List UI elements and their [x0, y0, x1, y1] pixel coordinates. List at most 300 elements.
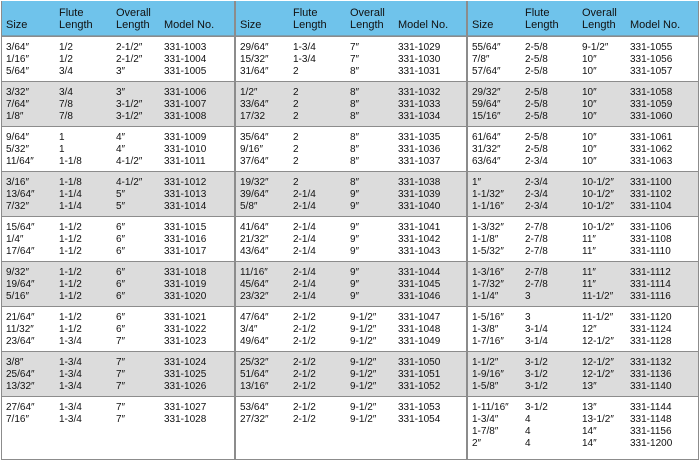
cell-model-no: 331-1017 — [164, 246, 207, 257]
cell-model-no: 331-1015 — [164, 222, 207, 233]
row-group — [236, 126, 466, 171]
cell-model-no: 331-1124 — [630, 324, 672, 335]
cell-model-no: 331-1039 — [398, 189, 441, 200]
cell-model-no: 331-1016 — [164, 234, 207, 245]
cell-model-no: 331-1035 — [398, 132, 441, 143]
cell-flute-length: 2 — [293, 177, 299, 188]
cell-size: 1-3/32″ — [472, 222, 504, 233]
row-group — [468, 171, 698, 216]
cell-overall-length: 10″ — [582, 111, 597, 122]
cell-size: 11/64″ — [6, 156, 34, 167]
cell-model-no: 331-1128 — [630, 336, 672, 347]
cell-overall-length: 8″ — [350, 132, 360, 143]
cell-model-no: 331-1024 — [164, 357, 207, 368]
cell-size: 1-7/8″ — [472, 426, 499, 437]
cell-overall-length: 9-1/2″ — [350, 357, 377, 368]
table-header — [2, 1, 234, 36]
cell-size: 19/32″ — [240, 177, 269, 188]
cell-model-no: 331-1055 — [630, 42, 673, 53]
cell-size: 9/64″ — [6, 132, 30, 143]
row-group — [236, 396, 466, 459]
cell-overall-length: 14″ — [582, 438, 597, 449]
cell-model-no: 331-1045 — [398, 279, 441, 290]
header-size: Size — [6, 19, 28, 31]
cell-size: 3/4″ — [240, 324, 258, 335]
cell-size: 27/64″ — [6, 402, 35, 413]
cell-model-no: 331-1132 — [630, 357, 672, 368]
cell-flute-length: 2 — [293, 87, 299, 98]
cell-model-no: 331-1116 — [630, 291, 671, 302]
row-group — [2, 126, 234, 171]
cell-flute-length: 3-1/2 — [525, 357, 548, 368]
row-group — [2, 171, 234, 216]
cell-overall-length: 9-1/2″ — [350, 369, 377, 380]
cell-size: 49/64″ — [240, 336, 269, 347]
cell-overall-length: 4″ — [116, 132, 126, 143]
cell-model-no: 331-1021 — [164, 312, 207, 323]
cell-flute-length: 1-1/2 — [59, 222, 82, 233]
cell-flute-length: 2-1/2 — [293, 312, 316, 323]
cell-model-no: 331-1005 — [164, 66, 207, 77]
cell-size: 1-5/16″ — [472, 312, 504, 323]
cell-overall-length: 8″ — [350, 66, 360, 77]
cell-size: 27/32″ — [240, 414, 269, 425]
cell-overall-length: 9″ — [350, 291, 360, 302]
row-group — [2, 351, 234, 396]
cell-overall-length: 12-1/2″ — [582, 357, 614, 368]
cell-flute-length: 3 — [525, 312, 531, 323]
cell-model-no: 331-1037 — [398, 156, 441, 167]
cell-size: 31/64″ — [240, 66, 269, 77]
cell-flute-length: 2-5/8 — [525, 99, 548, 110]
cell-size: 17/64″ — [6, 246, 35, 257]
cell-overall-length: 9″ — [350, 279, 360, 290]
cell-model-no: 331-1012 — [164, 177, 207, 188]
cell-model-no: 331-1042 — [398, 234, 441, 245]
cell-model-no: 331-1048 — [398, 324, 441, 335]
cell-overall-length: 7″ — [116, 402, 126, 413]
header-size: Size — [472, 19, 494, 31]
cell-overall-length: 13″ — [582, 381, 597, 392]
header-flute-length: Flute Length — [525, 7, 559, 31]
cell-overall-length: 10-1/2″ — [582, 222, 614, 233]
cell-size: 15/16″ — [472, 111, 501, 122]
cell-size: 11/16″ — [240, 267, 268, 278]
cell-model-no: 331-1007 — [164, 99, 207, 110]
cell-size: 3/16″ — [6, 177, 30, 188]
cell-model-no: 331-1053 — [398, 402, 441, 413]
cell-flute-length: 2-7/8 — [525, 222, 548, 233]
cell-model-no: 331-1100 — [630, 177, 672, 188]
cell-size: 23/64″ — [6, 336, 35, 347]
cell-overall-length: 8″ — [350, 144, 360, 155]
cell-size: 29/64″ — [240, 42, 269, 53]
cell-model-no: 331-1029 — [398, 42, 441, 53]
cell-size: 5/64″ — [6, 66, 30, 77]
cell-overall-length: 3″ — [116, 66, 126, 77]
row-group — [2, 261, 234, 306]
cell-size: 7/32″ — [6, 201, 30, 212]
cell-overall-length: 6″ — [116, 291, 126, 302]
cell-flute-length: 7/8 — [59, 99, 73, 110]
cell-flute-length: 1-1/2 — [59, 291, 82, 302]
cell-size: 3/32″ — [6, 87, 30, 98]
cell-overall-length: 7″ — [116, 381, 126, 392]
cell-flute-length: 7/8 — [59, 111, 73, 122]
cell-overall-length: 10-1/2″ — [582, 189, 614, 200]
cell-flute-length: 1-1/2 — [59, 234, 82, 245]
cell-size: 7/16″ — [6, 414, 30, 425]
cell-size: 43/64″ — [240, 246, 269, 257]
table-panel-1 — [1, 1, 235, 460]
cell-overall-length: 6″ — [116, 324, 126, 335]
cell-flute-length: 2-3/4 — [525, 201, 548, 212]
cell-size: 51/64″ — [240, 369, 269, 380]
cell-size: 19/64″ — [6, 279, 35, 290]
cell-size: 35/64″ — [240, 132, 269, 143]
cell-flute-length: 2 — [293, 144, 299, 155]
cell-overall-length: 9″ — [350, 201, 360, 212]
cell-size: 3/64″ — [6, 42, 30, 53]
cell-flute-length: 2-5/8 — [525, 132, 548, 143]
cell-flute-length: 1-3/4 — [59, 369, 82, 380]
cell-overall-length: 8″ — [350, 177, 360, 188]
cell-size: 1/4″ — [6, 234, 24, 245]
cell-size: 1-5/32″ — [472, 246, 504, 257]
cell-size: 29/32″ — [472, 87, 501, 98]
cell-model-no: 331-1006 — [164, 87, 207, 98]
cell-flute-length: 2-7/8 — [525, 234, 548, 245]
cell-model-no: 331-1112 — [630, 267, 671, 278]
cell-overall-length: 9-1/2″ — [350, 336, 377, 347]
cell-overall-length: 11″ — [582, 267, 596, 278]
cell-size: 31/32″ — [472, 144, 501, 155]
cell-size: 1-11/16″ — [472, 402, 509, 413]
cell-overall-length: 12″ — [582, 324, 597, 335]
cell-model-no: 331-1008 — [164, 111, 207, 122]
cell-size: 1/2″ — [240, 87, 258, 98]
cell-flute-length: 2 — [293, 132, 299, 143]
cell-flute-length: 2-1/4 — [293, 267, 316, 278]
cell-size: 1-5/8″ — [472, 381, 499, 392]
cell-size: 7/64″ — [6, 99, 30, 110]
cell-model-no: 331-1052 — [398, 381, 441, 392]
row-group — [468, 126, 698, 171]
cell-overall-length: 10″ — [582, 144, 597, 155]
cell-overall-length: 9″ — [350, 246, 360, 257]
cell-size: 55/64″ — [472, 42, 501, 53]
cell-flute-length: 2-7/8 — [525, 246, 548, 257]
cell-model-no: 331-1003 — [164, 42, 207, 53]
row-group — [468, 36, 698, 81]
cell-overall-length: 8″ — [350, 111, 360, 122]
cell-overall-length: 4-1/2″ — [116, 156, 143, 167]
cell-model-no: 331-1060 — [630, 111, 673, 122]
cell-size: 7/8″ — [472, 54, 490, 65]
cell-model-no: 331-1061 — [630, 132, 673, 143]
cell-model-no: 331-1140 — [630, 381, 672, 392]
header-size: Size — [240, 19, 262, 31]
cell-flute-length: 2-5/8 — [525, 111, 548, 122]
cell-flute-length: 2-1/4 — [293, 279, 316, 290]
cell-size: 1-7/32″ — [472, 279, 504, 290]
cell-flute-length: 3-1/4 — [525, 336, 548, 347]
cell-flute-length: 1-1/4 — [59, 189, 82, 200]
cell-overall-length: 6″ — [116, 234, 126, 245]
header-overall-length: Overall Length — [582, 7, 617, 31]
cell-size: 59/64″ — [472, 99, 501, 110]
cell-overall-length: 11″ — [582, 279, 596, 290]
cell-size: 13/16″ — [240, 381, 269, 392]
cell-size: 13/64″ — [6, 189, 35, 200]
cell-overall-length: 8″ — [350, 156, 360, 167]
cell-size: 45/64″ — [240, 279, 269, 290]
cell-model-no: 331-1056 — [630, 54, 673, 65]
cell-size: 63/64″ — [472, 156, 501, 167]
cell-overall-length: 5″ — [116, 189, 126, 200]
cell-flute-length: 2 — [293, 66, 299, 77]
cell-model-no: 331-1046 — [398, 291, 441, 302]
cell-size: 15/64″ — [6, 222, 35, 233]
cell-overall-length: 7″ — [116, 336, 126, 347]
cell-model-no: 331-1114 — [630, 279, 671, 290]
cell-flute-length: 1-1/2 — [59, 312, 82, 323]
cell-size: 17/32 — [240, 111, 266, 122]
cell-model-no: 331-1136 — [630, 369, 672, 380]
row-group — [236, 81, 466, 126]
cell-size: 57/64″ — [472, 66, 501, 77]
cell-flute-length: 2 — [293, 99, 299, 110]
cell-flute-length: 1-1/4 — [59, 201, 82, 212]
header-overall-length: Overall Length — [350, 7, 385, 31]
cell-size: 37/64″ — [240, 156, 269, 167]
cell-flute-length: 1-3/4 — [293, 42, 316, 53]
cell-model-no: 331-1041 — [398, 222, 441, 233]
cell-model-no: 331-1054 — [398, 414, 441, 425]
cell-flute-length: 2-1/4 — [293, 234, 316, 245]
cell-model-no: 331-1023 — [164, 336, 207, 347]
cell-size: 39/64″ — [240, 189, 269, 200]
cell-flute-length: 3-1/2 — [525, 381, 548, 392]
cell-flute-length: 3-1/2 — [525, 369, 548, 380]
cell-size: 1-1/4″ — [472, 291, 499, 302]
row-group — [2, 216, 234, 261]
cell-size: 5/16″ — [6, 291, 30, 302]
cell-overall-length: 9″ — [350, 189, 360, 200]
cell-model-no: 331-1014 — [164, 201, 207, 212]
cell-model-no: 331-1051 — [398, 369, 441, 380]
cell-overall-length: 11″ — [582, 246, 596, 257]
cell-flute-length: 1-3/4 — [59, 357, 82, 368]
cell-flute-length: 2-1/2 — [293, 402, 316, 413]
cell-flute-length: 2-3/4 — [525, 177, 548, 188]
cell-size: 5/32″ — [6, 144, 30, 155]
cell-model-no: 331-1020 — [164, 291, 207, 302]
cell-model-no: 331-1019 — [164, 279, 207, 290]
cell-flute-length: 2-1/4 — [293, 189, 316, 200]
cell-size: 1″ — [472, 177, 482, 188]
cell-flute-length: 4 — [525, 414, 531, 425]
cell-flute-length: 1/2 — [59, 54, 73, 65]
cell-flute-length: 1 — [59, 144, 65, 155]
row-group — [468, 306, 698, 351]
cell-overall-length: 5″ — [116, 201, 126, 212]
cell-model-no: 331-1059 — [630, 99, 673, 110]
cell-flute-length: 2-5/8 — [525, 54, 548, 65]
cell-overall-length: 11-1/2″ — [582, 312, 614, 323]
cell-model-no: 331-1010 — [164, 144, 207, 155]
cell-overall-length: 9-1/2″ — [350, 414, 377, 425]
cell-model-no: 331-1156 — [630, 426, 672, 437]
cell-flute-length: 2-7/8 — [525, 279, 548, 290]
cell-overall-length: 10″ — [582, 66, 597, 77]
cell-overall-length: 7″ — [350, 42, 360, 53]
cell-model-no: 331-1011 — [164, 156, 206, 167]
cell-overall-length: 10″ — [582, 132, 597, 143]
cell-flute-length: 2 — [293, 111, 299, 122]
cell-flute-length: 1-3/4 — [59, 402, 82, 413]
cell-model-no: 331-1013 — [164, 189, 207, 200]
drill-spec-table — [1, 1, 699, 460]
cell-overall-length: 10″ — [582, 54, 597, 65]
cell-size: 15/32″ — [240, 54, 269, 65]
cell-overall-length: 9-1/2″ — [350, 381, 377, 392]
cell-overall-length: 3-1/2″ — [116, 99, 143, 110]
cell-flute-length: 1-1/8 — [59, 156, 82, 167]
cell-size: 1/8″ — [6, 111, 24, 122]
cell-size: 1-3/8″ — [472, 324, 499, 335]
header-flute-length: Flute Length — [59, 7, 93, 31]
cell-model-no: 331-1062 — [630, 144, 673, 155]
header-flute-length: Flute Length — [293, 7, 327, 31]
row-group — [468, 351, 698, 396]
cell-flute-length: 1 — [59, 132, 65, 143]
cell-model-no: 331-1120 — [630, 312, 672, 323]
row-group — [236, 306, 466, 351]
cell-size: 21/32″ — [240, 234, 269, 245]
row-group — [236, 216, 466, 261]
cell-overall-length: 8″ — [350, 99, 360, 110]
cell-model-no: 331-1102 — [630, 189, 672, 200]
cell-size: 1-3/4″ — [472, 414, 499, 425]
cell-flute-length: 2-5/8 — [525, 87, 548, 98]
cell-flute-length: 2-1/2 — [293, 369, 316, 380]
cell-size: 1-1/8″ — [472, 234, 499, 245]
header-model-no: Model No. — [164, 19, 215, 31]
cell-size: 1-1/2″ — [472, 357, 499, 368]
cell-model-no: 331-1144 — [630, 402, 672, 413]
cell-size: 9/16″ — [240, 144, 264, 155]
cell-model-no: 331-1018 — [164, 267, 207, 278]
cell-overall-length: 9″ — [350, 234, 360, 245]
cell-flute-length: 2-1/4 — [293, 291, 316, 302]
cell-flute-length: 3/4 — [59, 87, 73, 98]
cell-flute-length: 2-1/2 — [293, 357, 316, 368]
row-group — [236, 351, 466, 396]
cell-model-no: 331-1032 — [398, 87, 441, 98]
cell-model-no: 331-1047 — [398, 312, 441, 323]
row-group — [468, 81, 698, 126]
cell-model-no: 331-1033 — [398, 99, 441, 110]
cell-overall-length: 7″ — [116, 414, 126, 425]
cell-model-no: 331-1022 — [164, 324, 207, 335]
cell-model-no: 331-1108 — [630, 234, 672, 245]
cell-overall-length: 11″ — [582, 234, 596, 245]
cell-overall-length: 9-1/2″ — [350, 324, 377, 335]
cell-model-no: 331-1040 — [398, 201, 441, 212]
cell-flute-length: 2-5/8 — [525, 66, 548, 77]
cell-overall-length: 6″ — [116, 222, 126, 233]
cell-flute-length: 2-7/8 — [525, 267, 548, 278]
row-group — [468, 396, 698, 459]
cell-model-no: 331-1106 — [630, 222, 672, 233]
cell-overall-length: 10-1/2″ — [582, 177, 614, 188]
cell-model-no: 331-1034 — [398, 111, 441, 122]
cell-overall-length: 14″ — [582, 426, 597, 437]
cell-overall-length: 13-1/2″ — [582, 414, 614, 425]
cell-model-no: 331-1050 — [398, 357, 441, 368]
cell-size: 1-9/16″ — [472, 369, 504, 380]
cell-overall-length: 6″ — [116, 246, 126, 257]
row-group — [236, 261, 466, 306]
cell-flute-length: 1/2 — [59, 42, 73, 53]
cell-overall-length: 9-1/2″ — [350, 312, 377, 323]
cell-overall-length: 3-1/2″ — [116, 111, 143, 122]
cell-size: 9/32″ — [6, 267, 30, 278]
row-group — [2, 81, 234, 126]
cell-model-no: 331-1004 — [164, 54, 207, 65]
cell-model-no: 331-1009 — [164, 132, 207, 143]
table-panel-2 — [235, 1, 467, 460]
cell-size: 1-7/16″ — [472, 336, 504, 347]
row-group — [236, 171, 466, 216]
cell-size: 23/32″ — [240, 291, 269, 302]
cell-overall-length: 2-1/2″ — [116, 42, 143, 53]
cell-overall-length: 2-1/2″ — [116, 54, 143, 65]
cell-overall-length: 7″ — [350, 54, 360, 65]
row-group — [2, 306, 234, 351]
cell-size: 21/64″ — [6, 312, 35, 323]
cell-flute-length: 4 — [525, 426, 531, 437]
cell-size: 3/8″ — [6, 357, 24, 368]
cell-flute-length: 2-1/2 — [293, 381, 316, 392]
cell-size: 1/16″ — [6, 54, 30, 65]
cell-size: 5/8″ — [240, 201, 258, 212]
cell-flute-length: 2-1/4 — [293, 222, 316, 233]
cell-flute-length: 1-1/8 — [59, 177, 82, 188]
cell-flute-length: 1-1/2 — [59, 279, 82, 290]
row-group — [468, 261, 698, 306]
cell-model-no: 331-1200 — [630, 438, 673, 449]
cell-size: 13/32″ — [6, 381, 35, 392]
cell-flute-length: 1-3/4 — [59, 336, 82, 347]
cell-model-no: 331-1027 — [164, 402, 207, 413]
cell-overall-length: 10-1/2″ — [582, 201, 614, 212]
cell-model-no: 331-1036 — [398, 144, 441, 155]
cell-size: 53/64″ — [240, 402, 269, 413]
cell-overall-length: 12-1/2″ — [582, 336, 614, 347]
table-header — [468, 1, 698, 36]
cell-size: 1-1/32″ — [472, 189, 504, 200]
cell-flute-length: 2-3/4 — [525, 189, 548, 200]
cell-size: 11/32″ — [6, 324, 34, 335]
cell-flute-length: 2-1/2 — [293, 324, 316, 335]
cell-model-no: 331-1148 — [630, 414, 672, 425]
header-model-no: Model No. — [398, 19, 449, 31]
cell-size: 25/64″ — [6, 369, 35, 380]
cell-model-no: 331-1049 — [398, 336, 441, 347]
cell-overall-length: 10″ — [582, 87, 597, 98]
